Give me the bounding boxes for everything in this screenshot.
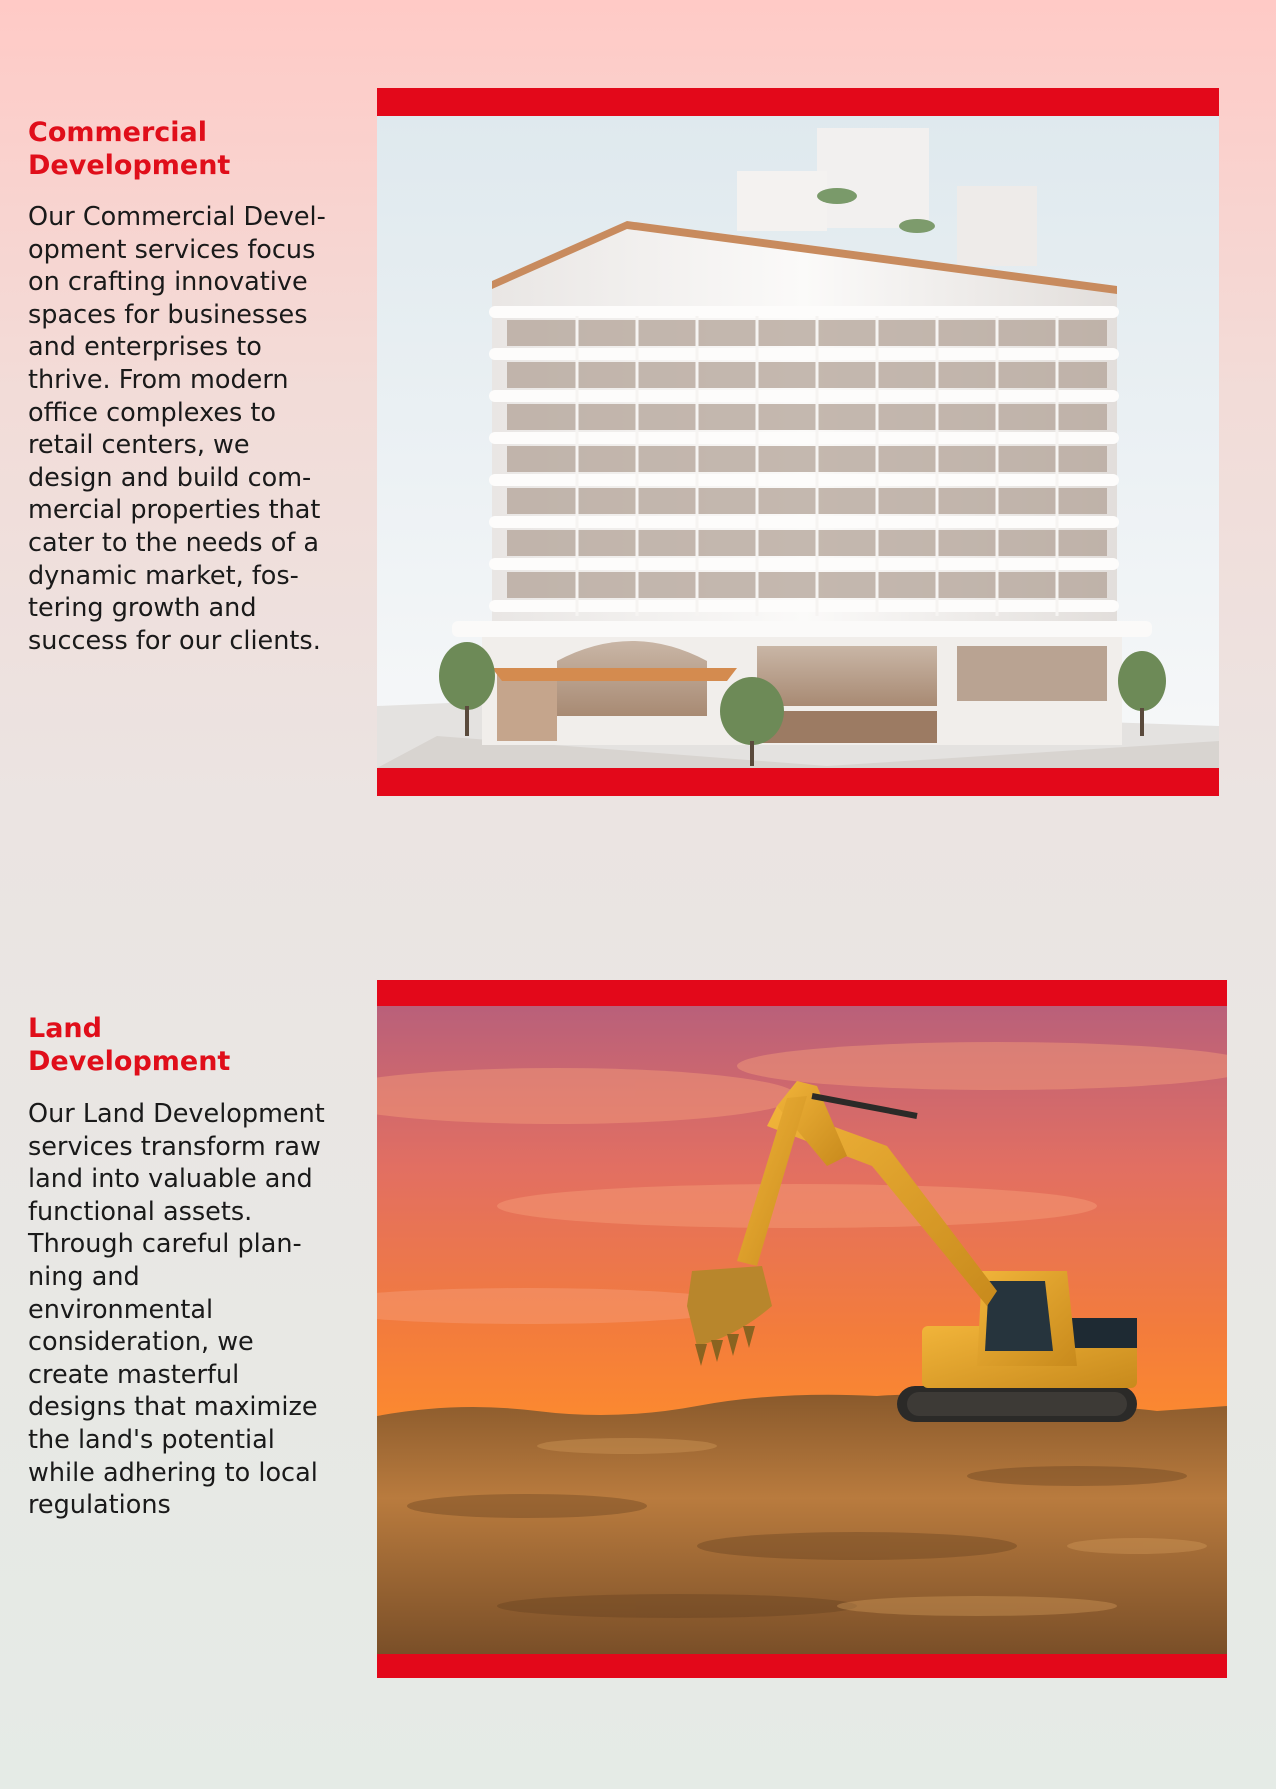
commercial-section xyxy=(0,0,1276,820)
commercial-building-image xyxy=(377,116,1219,768)
land-photo-frame xyxy=(377,980,1227,1678)
commercial-heading: Commercial Development xyxy=(28,117,231,181)
excavator-image xyxy=(377,1006,1227,1654)
land-section xyxy=(0,960,1276,1700)
land-body: Our Land Development services transform raw land into valuable and functional assets. Through careful plan- ning and environmental consideration, we create masterful designs that maximize the land's potential while adhering to local regulations xyxy=(28,1099,325,1521)
commercial-photo-frame xyxy=(377,88,1219,796)
land-heading: Land Development xyxy=(28,1013,231,1077)
commercial-body: Our Commercial Devel- opment services focus on crafting innovative spaces for businesses and enterprises to thrive. From modern office complexes to retail centers, we design and build com- mercial properties that cater to the needs of a dynamic market, fos- tering growth and success for our clients. xyxy=(28,202,326,656)
